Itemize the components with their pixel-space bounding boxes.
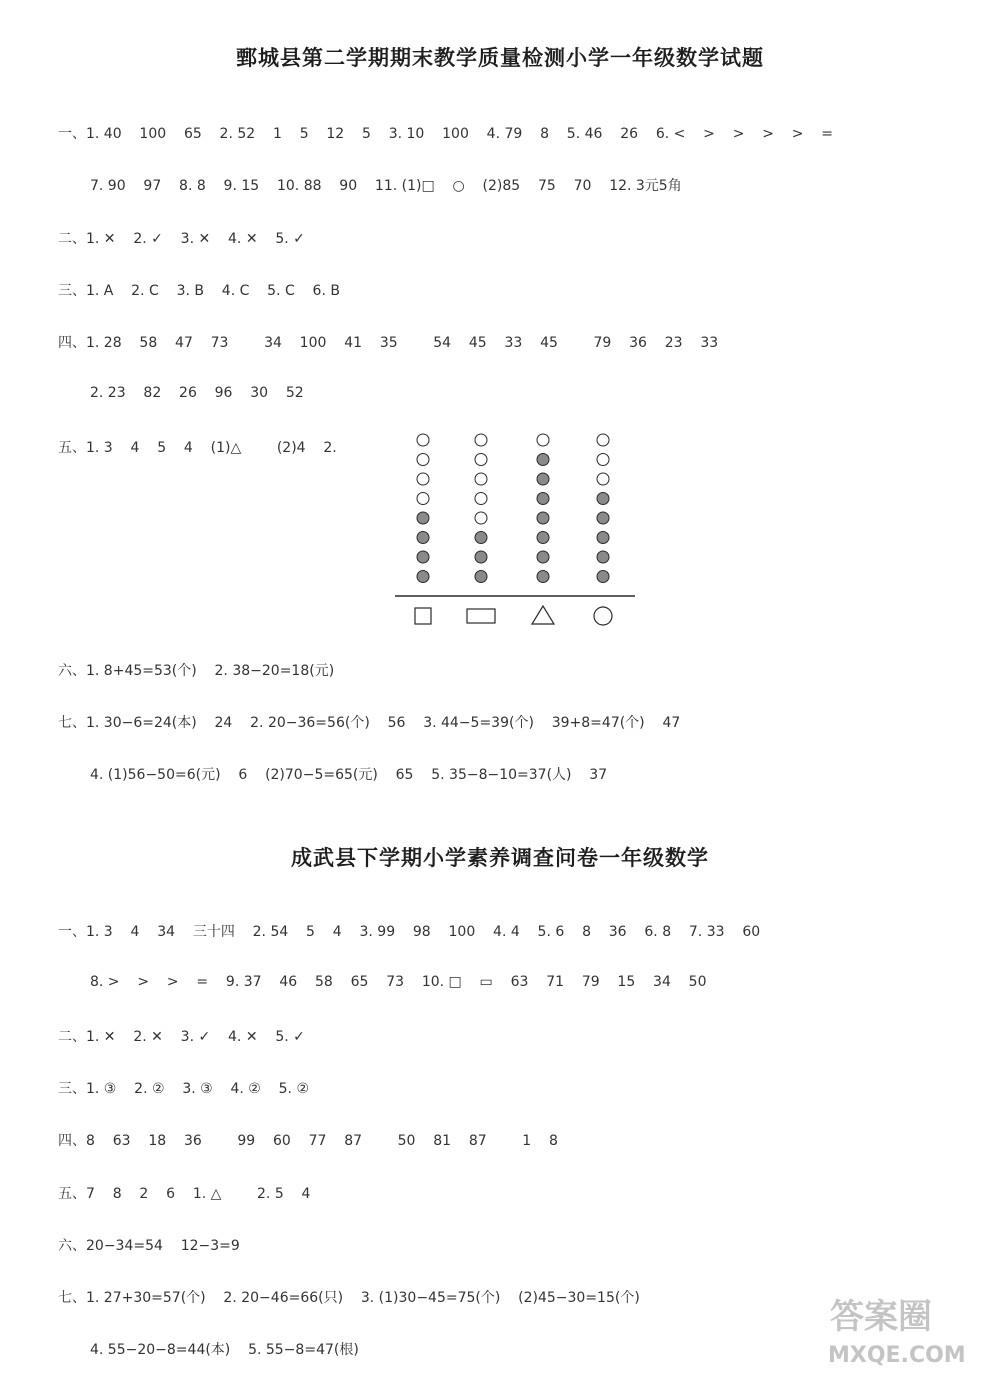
triangle-icon — [532, 606, 554, 624]
pictograph-circle-filled — [475, 532, 487, 544]
pictograph-circle-filled — [537, 493, 549, 505]
pictograph-circle-filled — [597, 551, 609, 563]
pictograph-circle-filled — [597, 512, 609, 524]
pictograph-circle-filled — [417, 551, 429, 563]
s1-answer-line: 四、1. 28 58 47 73 34 100 41 35 54 45 33 45 79 36 23 33 — [58, 335, 719, 351]
watermark-logo — [822, 1290, 992, 1370]
s2-answer-line: 七、1. 27+30=57(个) 2. 20−46=66(只) 3. (1)30−45=75(个) (2)45−30=15(个) — [58, 1290, 640, 1306]
pictograph-circle-empty — [597, 434, 609, 446]
s1-answer-line: 一、1. 40 100 65 2. 52 1 5 12 5 3. 10 100 4. 79 8 5. 46 26 6. < > > > > = — [58, 126, 834, 142]
s1-answer-line: 五、1. 3 4 5 4 (1)△ (2)4 2. — [58, 440, 337, 456]
pictograph-circle-empty — [417, 434, 429, 446]
pictograph-circle-filled — [475, 551, 487, 563]
pictograph-circle-empty — [475, 473, 487, 485]
s2-answer-line: 三、1. ③ 2. ② 3. ③ 4. ② 5. ② — [58, 1081, 309, 1097]
pictograph-circle-filled — [597, 571, 609, 583]
circle-icon — [594, 607, 612, 625]
s1-answer-line: 4. (1)56−50=6(元) 6 (2)70−5=65(元) 65 5. 35−8−10=37(人) 37 — [90, 767, 608, 783]
pictograph-circle-filled — [537, 551, 549, 563]
pictograph-circle-empty — [417, 473, 429, 485]
section2-title: 成武县下学期小学素养调查问卷一年级数学 — [291, 846, 709, 870]
s2-answer-line: 五、7 8 2 6 1. △ 2. 5 4 — [58, 1186, 311, 1202]
pictograph-circle-filled — [475, 571, 487, 583]
s1-answer-line: 七、1. 30−6=24(本) 24 2. 20−36=56(个) 56 3. 44−5=39(个) 39+8=47(个) 47 — [58, 715, 681, 731]
pictograph-circle-filled — [537, 473, 549, 485]
pictograph-circle-filled — [537, 454, 549, 466]
pictograph-circle-filled — [417, 512, 429, 524]
watermark-site: MXQE.COM — [828, 1343, 966, 1368]
pictograph-circle-empty — [475, 434, 487, 446]
s1-answer-line: 六、1. 8+45=53(个) 2. 38−20=18(元) — [58, 663, 335, 679]
pictograph-circle-empty — [475, 493, 487, 505]
s2-answer-line: 四、8 63 18 36 99 60 77 87 50 81 87 1 8 — [58, 1133, 558, 1149]
pictograph-circle-empty — [417, 454, 429, 466]
pictograph-chart — [393, 428, 638, 628]
section1-title: 鄄城县第二学期期末教学质量检测小学一年级数学试题 — [236, 46, 764, 70]
square-icon — [415, 608, 431, 624]
s1-answer-line: 7. 90 97 8. 8 9. 15 10. 88 90 11. (1)□ ○ (2)85 75 70 12. 3元5角 — [90, 178, 682, 194]
s1-answer-line: 二、1. ✕ 2. ✓ 3. ✕ 4. ✕ 5. ✓ — [58, 231, 305, 247]
s1-answer-line: 三、1. A 2. C 3. B 4. C 5. C 6. B — [58, 283, 340, 299]
pictograph-circle-filled — [537, 532, 549, 544]
pictograph-circle-empty — [537, 434, 549, 446]
pictograph-circle-empty — [597, 454, 609, 466]
watermark-text: 答案圈 — [830, 1297, 932, 1337]
pictograph-circle-filled — [537, 571, 549, 583]
pictograph-circle-filled — [597, 493, 609, 505]
s2-answer-line: 六、20−34=54 12−3=9 — [58, 1238, 240, 1254]
s2-answer-line: 二、1. ✕ 2. ✕ 3. ✓ 4. ✕ 5. ✓ — [58, 1029, 305, 1045]
s2-answer-line: 一、1. 3 4 34 三十四 2. 54 5 4 3. 99 98 100 4. 4 5. 6 8 36 6. 8 7. 33 60 — [58, 924, 761, 940]
pictograph-circle-empty — [475, 512, 487, 524]
pictograph-circle-filled — [417, 571, 429, 583]
pictograph-circle-empty — [597, 473, 609, 485]
s2-answer-line: 4. 55−20−8=44(本) 5. 55−8=47(根) — [90, 1342, 359, 1358]
s1-answer-line: 2. 23 82 26 96 30 52 — [90, 385, 304, 401]
s2-answer-line: 8. > > > = 9. 37 46 58 65 73 10. □ ▭ 63 71 79 15 34 50 — [90, 974, 707, 990]
pictograph-circle-filled — [417, 532, 429, 544]
pictograph-circle-empty — [417, 493, 429, 505]
pictograph-circle-empty — [475, 454, 487, 466]
pictograph-circle-filled — [597, 532, 609, 544]
pictograph-circle-filled — [537, 512, 549, 524]
rectangle-icon — [467, 609, 495, 623]
